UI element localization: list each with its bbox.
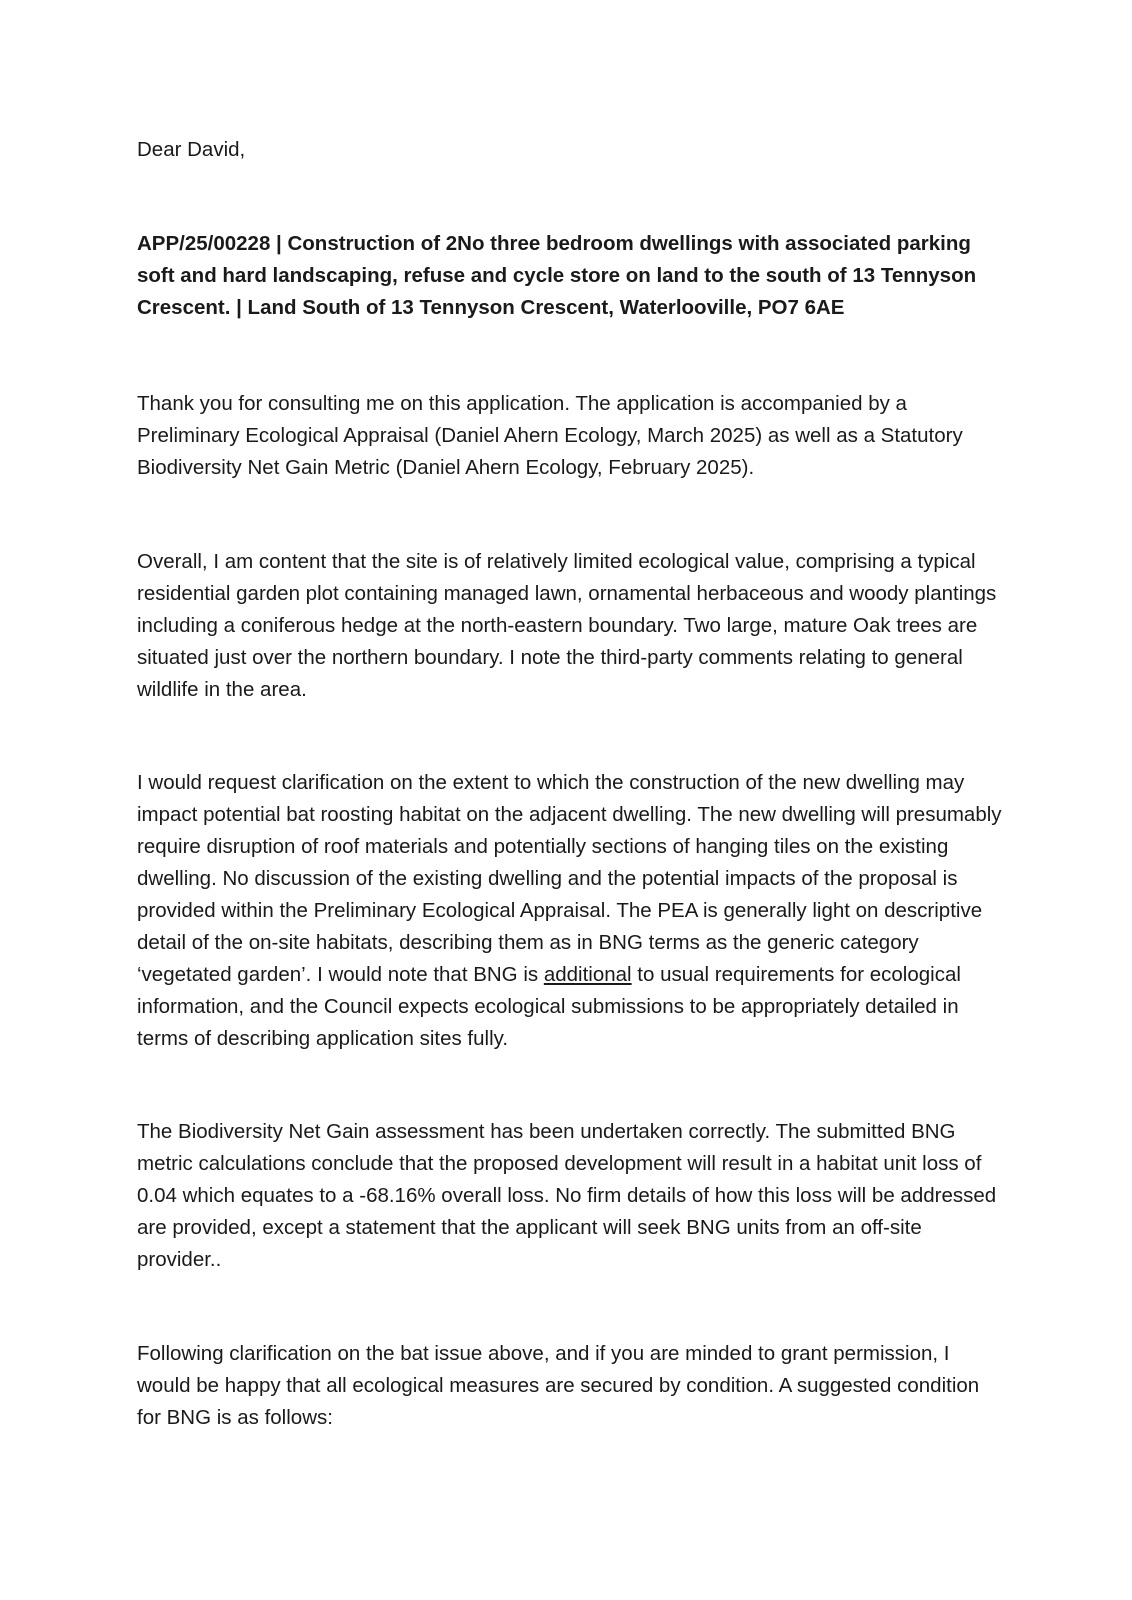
- paragraph-bat-text-before: I would request clarification on the extent to which the construction of the new dwelling may impact potential bat roosting habitat on the adjacent dwelling. The new dwelling will presumably require disruption of roof materials and potentially sections of hanging tiles on the existing dwelling. No discussion of the existing dwelling and the potential impacts of the proposal is provided within the Preliminary Ecological Appraisal. The PEA is generally light on descriptive detail of the on-site habitats, describing them as in BNG terms as the generic category ‘vegetated garden’. I would note that BNG is: [137, 771, 1002, 986]
- salutation: Dear David,: [137, 138, 246, 161]
- paragraph-bat-text-after: to usual requirements for ecological information, and the Council expects ecological submissions to be appropriately detailed in terms of describing application sites fully.: [137, 963, 961, 1050]
- underlined-word-additional: additional: [543, 963, 632, 986]
- paragraph-site-value: Overall, I am content that the site is of relatively limited ecological value, comprising a typical residential garden plot containing managed lawn, ornamental herbaceous and woody plantings including a coniferous hedge at the north-eastern boundary. Two large, mature Oak trees are situated just over the northern boundary. I note the third-party comments relating to general wildlife in the area.: [137, 550, 997, 701]
- subject-heading: APP/25/00228 | Construction of 2No three bedroom dwellings with associated parking soft and hard landscaping, refuse and cycle store on land to the south of 13 Tennyson Crescent. | Land South of 13 Tennyson Crescent, Waterlooville, PO7 6AE: [137, 232, 977, 319]
- letter-body: [137, 134, 1007, 1434]
- paragraph-bng-assessment: The Biodiversity Net Gain assessment has been undertaken correctly. The submitted BNG metric calculations conclude that the proposed development will result in a habitat unit loss of 0.04 which equates to a -68.16% overall loss. No firm details of how this loss will be addressed are provided, except a statement that the applicant will seek BNG units from an off-site provider..: [137, 1120, 997, 1271]
- paragraph-consultation: Thank you for consulting me on this application. The application is accompanied by a Preliminary Ecological Appraisal (Daniel Ahern Ecology, March 2025) as well as a Statutory Biodiversity Net Gain Metric (Daniel Ahern Ecology, February 2025).: [137, 392, 963, 479]
- paragraph-condition: Following clarification on the bat issue above, and if you are minded to grant permission, I would be happy that all ecological measures are secured by condition. A suggested condition for BNG is as follows:: [137, 1342, 980, 1429]
- paragraph-bat-clarification: [137, 767, 1007, 1055]
